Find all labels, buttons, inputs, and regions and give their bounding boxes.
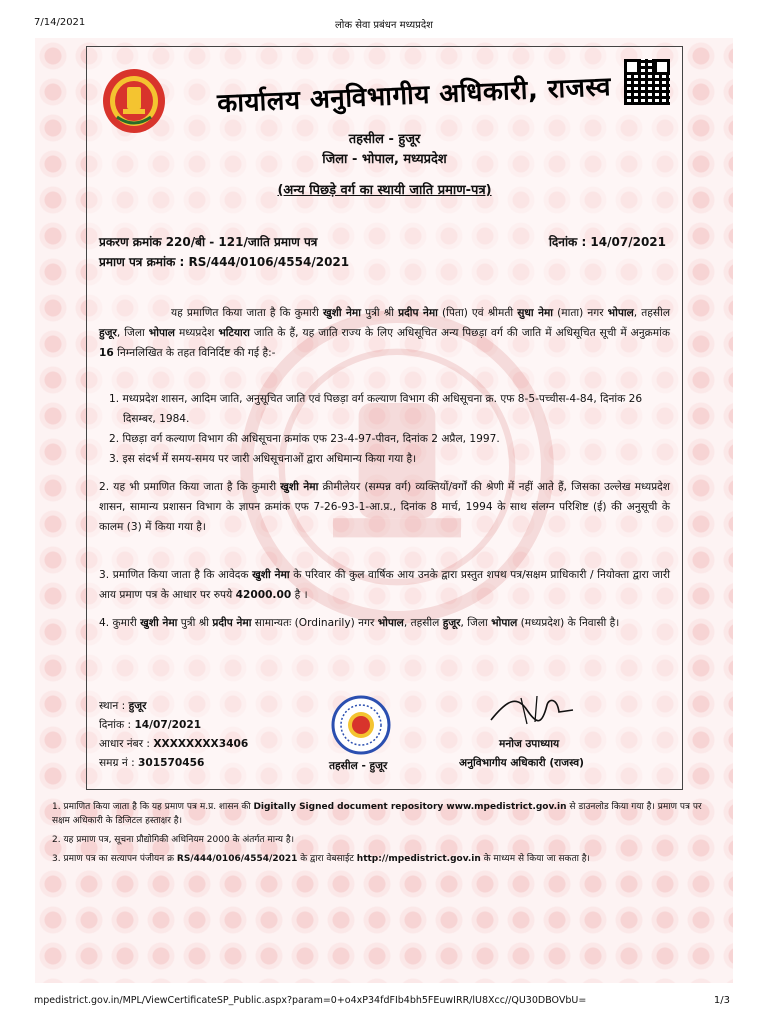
- paragraph-2: 2. यह भी प्रमाणित किया जाता है कि कुमारी खुशी नेमा क्रीमीलेयर (सम्पन्न वर्ग) व्यक्तियों/वर्गों की श्रेणी में नहीं आते हैं, जिसका उल्लेख मध्यप्रदेश शासन, सामान्य प्रशासन विभाग के ज्ञापन क्रमांक एफ 7-26-93-1-आ.प्र., दिनांक 8 मार्च, 1994 के साथ संलग्न परिशिष्ट (ई) की अनुसूची के कालम (3) में किया गया है।: [99, 481, 671, 533]
- officer-name: मनोज उपाध्याय: [499, 738, 560, 750]
- place: स्थान : हुजूर: [99, 700, 147, 712]
- paragraph-1: यह प्रमाणित किया जाता है कि कुमारी खुशी नेमा पुत्री श्री प्रदीप नेमा (पिता) एवं श्रीमती सुधा नेमा (माता) नगर भोपाल, तहसील हुजूर, जिला भोपाल मध्यप्रदेश भटियारा जाति के हैं, यह जाति राज्य के लिए अधिसूचित अन्य पिछड़ा वर्ग की जाति में अधिसूचित सूची में अनुक्रमांक 16 निम्नलिखित के तहत विनिर्दिष्ट की गई है:-: [99, 307, 671, 359]
- tehsil-line: तहसील - हुजूर: [348, 132, 421, 147]
- aadhaar-number: आधार नंबर : XXXXXXXX3406: [99, 738, 249, 750]
- emblem-seal-icon: [101, 67, 167, 135]
- office-title: कार्यालय अनुविभागीय अधिकारी, राजस्व: [216, 71, 612, 120]
- district-line: जिला - भोपाल, मध्यप्रदेश: [322, 152, 447, 167]
- date: दिनांक : 14/07/2021: [548, 235, 666, 249]
- page-header-date: 7/14/2021: [34, 17, 86, 28]
- note-3: 3. प्रमाण पत्र का सत्यापन पंजीयन क्र RS/444/0106/4554/2021 के द्वारा वेबसाईट http://mpedistrict.gov.in के माध्यम से किया जा सकता है।: [52, 854, 590, 864]
- case-number: प्रकरण क्रमांक 220/बी - 121/जाति प्रमाण पत्र: [99, 235, 318, 249]
- samagra-number: समग्र नं : 301570456: [99, 757, 205, 769]
- list-item: 3. इस संदर्भ में समय-समय पर जारी अधिसूचनाओं द्वारा अधिमान्य किया गया है।: [109, 453, 417, 465]
- notification-list: [109, 389, 670, 469]
- paragraph-4: 4. कुमारी खुशी नेमा पुत्री श्री प्रदीप नेमा सामान्यतः (Ordinarily) नगर भोपाल, तहसील हुजूर, जिला भोपाल (मध्यप्रदेश) के निवासी है।: [99, 617, 620, 629]
- certificate: [86, 46, 683, 790]
- seal-caption: तहसील - हुजूर: [329, 760, 388, 772]
- tehsil-seal-icon: [331, 695, 391, 755]
- certificate-number: प्रमाण पत्र क्रमांक : RS/444/0106/4554/2021: [99, 255, 350, 269]
- issue-date: दिनांक : 14/07/2021: [99, 719, 202, 731]
- list-item: 2. पिछड़ा वर्ग कल्याण विभाग की अधिसूचना क्रमांक एफ 23-4-97-पीवन, दिनांक 2 अप्रैल, 1997.: [109, 433, 500, 445]
- page-url: mpedistrict.gov.in/MPL/ViewCertificateSP_Public.aspx?param=0+o4xP34fdFIb4bh5FEuwIRR/lU8Xcc//QU30DBOVbU=: [34, 995, 587, 1006]
- note-1: 1. प्रमाणित किया जाता है कि यह प्रमाण पत्र म.प्र. शासन की Digitally Signed document repository www.mpedistrict.gov.in से डाउनलोड किया गया है। प्रमाण पत्र पर सक्षम अधिकारी के डिजिटल हस्ताक्षर है।: [52, 802, 702, 826]
- page-header-title: लोक सेवा प्रबंधन मध्यप्रदेश: [335, 20, 433, 31]
- page-number: 1/3: [713, 995, 730, 1006]
- footer-notes: [52, 800, 712, 871]
- signature: [487, 690, 577, 730]
- document-type: (अन्य पिछड़े वर्ग का स्थायी जाति प्रमाण-पत्र): [277, 183, 492, 198]
- list-item: 1. मध्यप्रदेश शासन, आदिम जाति, अनुसूचित जाति एवं पिछड़ा वर्ग कल्याण विभाग की अधिसूचना क्र. एफ 8-5-पच्चीस-4-84, दिनांक 26 दिसम्बर, 1984.: [109, 393, 643, 425]
- paragraph-3: 3. प्रमाणित किया जाता है कि आवेदक खुशी नेमा के परिवार की कुल वार्षिक आय उनके द्वारा प्रस्तुत शपथ पत्र/सक्षम प्राधिकारी / नियोक्ता द्वारा जारी आय प्रमाण पत्र के आधार पर रुपये 42000.00 है ।: [99, 569, 670, 601]
- officer-title: अनुविभागीय अधिकारी (राजस्व): [459, 757, 584, 769]
- note-2: 2. यह प्रमाण पत्र, सूचना प्रौद्योगिकी अधिनियम 2000 के अंतर्गत मान्य है।: [52, 835, 295, 845]
